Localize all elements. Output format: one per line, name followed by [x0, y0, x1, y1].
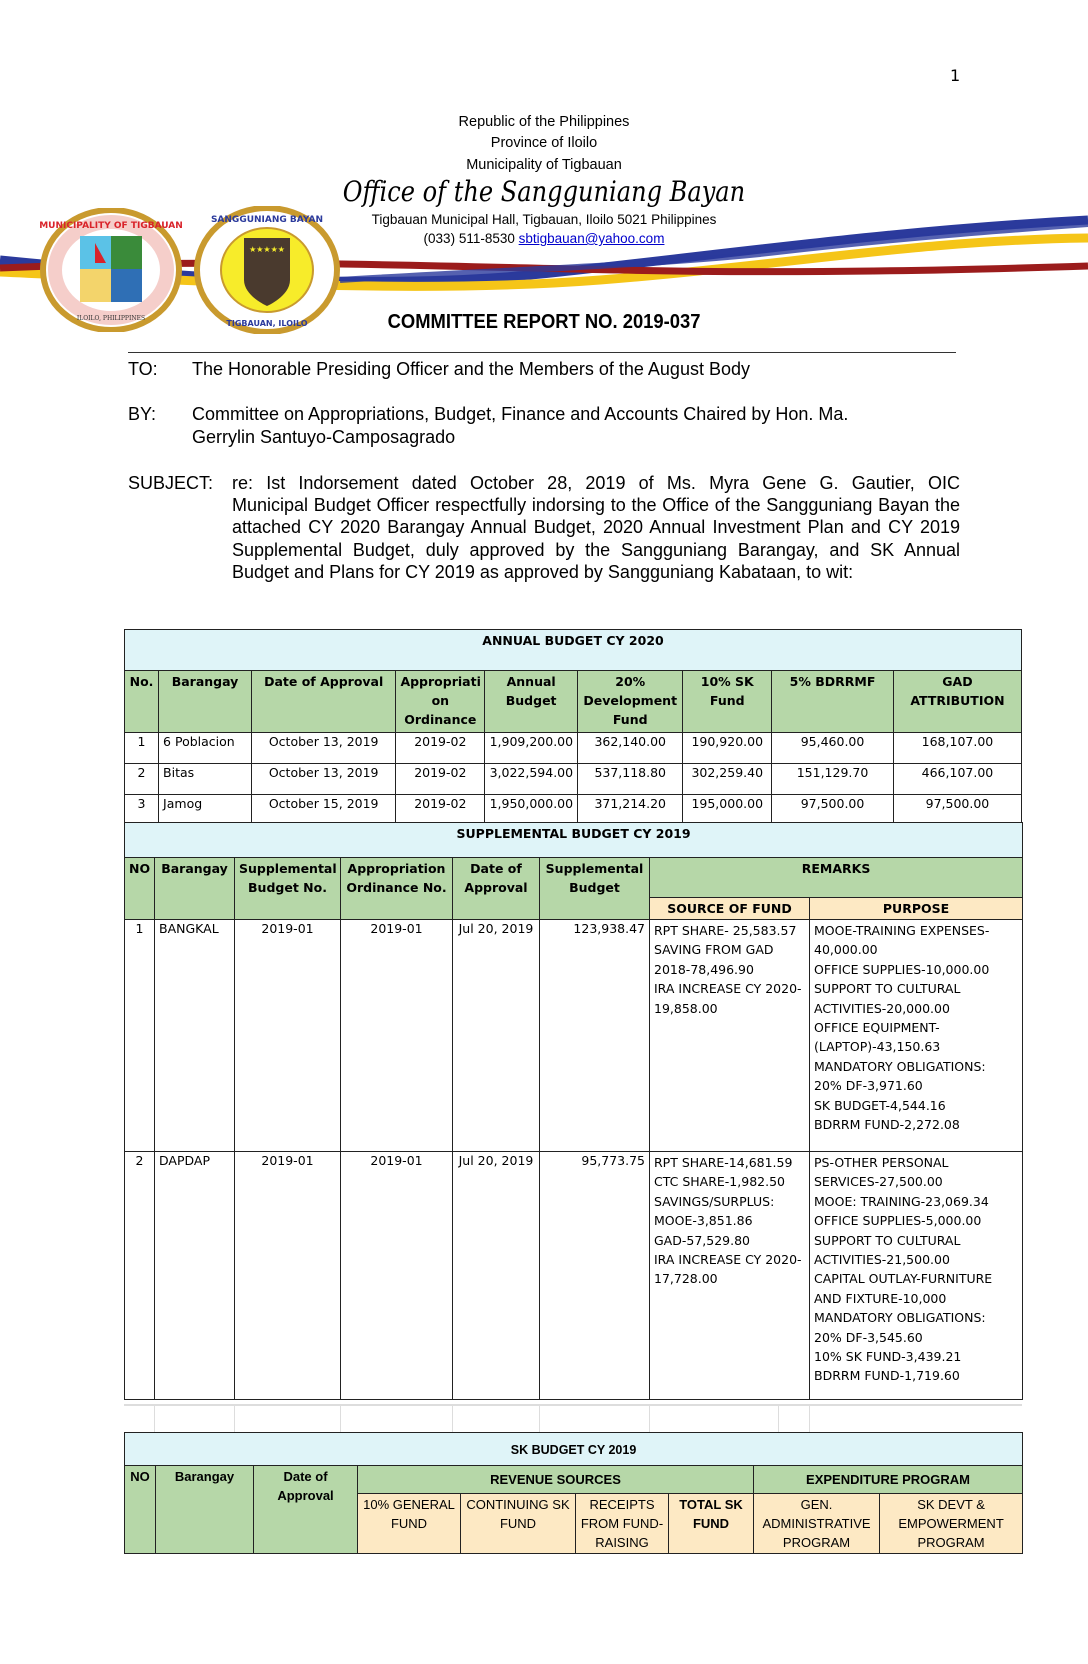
subheader: GEN. ADMINISTRATIVE PROGRAM	[754, 1494, 880, 1554]
cell: 190,920.00	[683, 733, 772, 764]
sk-budget-title: SK BUDGET CY 2019	[125, 1433, 1023, 1466]
line: GAD-57,529.80	[654, 1232, 750, 1248]
col-header-revenue-sources: REVENUE SOURCES	[358, 1466, 754, 1494]
title-divider	[128, 352, 956, 353]
line: 19,858.00	[654, 1000, 718, 1016]
cell: 2	[125, 764, 159, 795]
subheader: SK DEVT & EMPOWERMENT PROGRAM	[880, 1494, 1023, 1554]
cell: 466,107.00	[893, 764, 1021, 795]
by-label: BY:	[128, 404, 157, 424]
line: 40,000.00	[814, 942, 878, 958]
line: 2018-78,496.90	[654, 961, 754, 977]
line: IRA INCREASE CY 2020-	[654, 981, 802, 997]
subject-first-line: re: Ist Indorsement dated October 28, 2019 of Ms. Myra Gene G. Gautier, OIC	[232, 473, 960, 493]
cell: 1,909,200.00	[485, 733, 578, 764]
col-header: Barangay	[156, 1466, 254, 1554]
col-header: Supplemental Budget No.	[235, 858, 341, 920]
cell: 97,500.00	[893, 795, 1021, 826]
cell: 95,773.75	[540, 1152, 650, 1400]
line: SUPPORT TO CULTURAL	[814, 1232, 961, 1248]
annual-budget-table	[124, 629, 1022, 826]
line: MANDATORY OBLIGATIONS:	[814, 1310, 986, 1326]
line: OFFICE SUPPLIES-5,000.00	[814, 1213, 982, 1229]
subheader: 10% GENERAL FUND	[358, 1494, 461, 1554]
cell: 95,460.00	[772, 733, 894, 764]
cell: 1	[125, 733, 159, 764]
letterhead-address: Tigbauan Municipal Hall, Tigbauan, Iloilo 5021 Philippines	[371, 212, 717, 227]
cell: Jul 20, 2019	[453, 920, 540, 1152]
cell: 302,259.40	[683, 764, 772, 795]
cell: 151,129.70	[772, 764, 894, 795]
col-header: Appropriation Ordinance No.	[341, 858, 453, 920]
subheader: RECEIPTS FROM FUND-RAISING	[576, 1494, 669, 1554]
col-header: GAD ATTRIBUTION	[893, 671, 1021, 733]
subheader-source: SOURCE OF FUND	[650, 898, 810, 920]
col-header: No.	[125, 671, 159, 733]
svg-text:★★★★★: ★★★★★	[249, 245, 285, 254]
cell: 2	[125, 1152, 155, 1400]
line: 10% SK FUND-3,439.21	[814, 1349, 962, 1365]
cell: 195,000.00	[683, 795, 772, 826]
line: (LAPTOP)-43,150.63	[814, 1039, 941, 1055]
col-header: Barangay	[155, 858, 235, 920]
by-text-line1: Committee on Appropriations, Budget, Finance and Accounts Chaired by Hon. Ma.	[192, 404, 849, 424]
col-header: Supplemental Budget	[540, 858, 650, 920]
line: IRA INCREASE CY 2020-	[654, 1252, 802, 1268]
cell: 1	[125, 920, 155, 1152]
cell: 371,214.20	[578, 795, 683, 826]
table-row	[125, 795, 1022, 826]
cell: 123,938.47	[540, 920, 650, 1152]
cell: 168,107.00	[893, 733, 1021, 764]
line: CTC SHARE-1,982.50	[654, 1174, 785, 1190]
letterhead-province: Province of Iloilo	[490, 135, 598, 151]
cell: October 13, 2019	[251, 733, 396, 764]
col-header: Date of Approval	[254, 1466, 358, 1554]
svg-text:MUNICIPALITY OF TIGBAUAN: MUNICIPALITY OF TIGBAUAN	[40, 221, 182, 231]
subheader-purpose: PURPOSE	[810, 898, 1023, 920]
to-label: TO:	[128, 359, 158, 379]
page-number: 1	[950, 66, 961, 85]
cell: Jamog	[159, 795, 252, 826]
sk-budget-table	[124, 1432, 1023, 1554]
col-header-remarks: REMARKS	[650, 858, 1023, 898]
cell: Bitas	[159, 764, 252, 795]
table-row	[125, 733, 1022, 764]
col-header: Annual Budget	[485, 671, 578, 733]
line: MOOE: TRAINING-23,069.34	[814, 1193, 989, 1209]
line: OFFICE EQUIPMENT-	[814, 1020, 940, 1036]
cell: 97,500.00	[772, 795, 894, 826]
line: CAPITAL OUTLAY-FURNITURE	[814, 1271, 993, 1287]
line: MOOE-TRAINING EXPENSES-	[814, 923, 990, 938]
col-header: 20% Development Fund	[578, 671, 683, 733]
report-title: COMMITTEE REPORT NO. 2019-037	[387, 311, 701, 333]
line: SAVING FROM GAD	[654, 942, 774, 958]
line: BDRRM FUND-2,272.08	[814, 1117, 960, 1133]
col-header: Date of Approval	[453, 858, 540, 920]
office-title: Office of the Sangguniang Bayan	[342, 175, 746, 208]
purpose-cell	[810, 1152, 1023, 1400]
line: SK BUDGET-4,544.16	[814, 1097, 946, 1113]
line: RPT SHARE- 25,583.57	[654, 923, 797, 938]
col-header: Appropriati on Ordinance	[396, 671, 485, 733]
annual-budget-title: ANNUAL BUDGET CY 2020	[125, 630, 1022, 671]
supplemental-budget-title: SUPPLEMENTAL BUDGET CY 2019	[125, 823, 1023, 858]
line: OFFICE SUPPLIES-10,000.00	[814, 961, 990, 977]
line: MOOE-3,851.86	[654, 1213, 753, 1229]
letterhead-municipality: Municipality of Tigbauan	[466, 157, 622, 173]
cell: BANGKAL	[155, 920, 235, 1152]
col-header: NO	[125, 858, 155, 920]
purpose-cell	[810, 920, 1023, 1152]
line: 17,728.00	[654, 1271, 718, 1287]
source-of-fund-cell	[650, 920, 810, 1152]
subheader-total: TOTAL SK FUND	[669, 1494, 754, 1554]
letterhead-contact	[0, 231, 1088, 246]
line: BDRRM FUND-1,719.60	[814, 1368, 960, 1384]
cell: 537,118.80	[578, 764, 683, 795]
cell: Jul 20, 2019	[453, 1152, 540, 1400]
letterhead-republic: Republic of the Philippines	[458, 114, 630, 130]
line: PS-OTHER PERSONAL	[814, 1155, 949, 1170]
cell: 3,022,594.00	[485, 764, 578, 795]
cell: 3	[125, 795, 159, 826]
line: 20% DF-3,545.60	[814, 1329, 923, 1345]
table-row	[125, 920, 1023, 1152]
cell: DAPDAP	[155, 1152, 235, 1400]
subheader: CONTINUING SK FUND	[461, 1494, 576, 1554]
line: AND FIXTURE-10,000	[814, 1290, 947, 1306]
subject-body: Municipal Budget Officer respectfully indorsing to the Office of the Sangguniang Bayan the attached CY 2020 Barangay Annual Budget, 2020 Annual Investment Plan and CY 2019 Supplemental Budget, duly approved by the Sangguniang Barangay, and SK Annual Budget and Plans for CY 2019 as approved by Sangguniang Kabataan, to wit:	[232, 495, 960, 582]
to-text: The Honorable Presiding Officer and the Members of the August Body	[192, 359, 750, 379]
line: 20% DF-3,971.60	[814, 1078, 923, 1094]
cell: 2019-01	[341, 920, 453, 1152]
svg-text:TIGBAUAN, ILOILO: TIGBAUAN, ILOILO	[226, 319, 308, 328]
supplemental-budget-table	[124, 822, 1023, 1400]
col-header: 5% BDRRMF	[772, 671, 894, 733]
col-header: Date of Approval	[251, 671, 396, 733]
cell: October 15, 2019	[251, 795, 396, 826]
line: SERVICES-27,500.00	[814, 1174, 943, 1190]
col-header: 10% SK Fund	[683, 671, 772, 733]
by-text-line2: Gerrylin Santuyo-Camposagrado	[192, 427, 456, 447]
cell: 2019-01	[235, 1152, 341, 1400]
table-row	[125, 764, 1022, 795]
table-row	[125, 1152, 1023, 1400]
cell: 2019-01	[341, 1152, 453, 1400]
source-of-fund-cell	[650, 1152, 810, 1400]
col-header: NO	[125, 1466, 156, 1554]
phone-number: (033) 511-8530	[423, 231, 515, 246]
cell: 1,950,000.00	[485, 795, 578, 826]
line: SAVINGS/SURPLUS:	[654, 1193, 775, 1209]
email-link[interactable]: sbtigbauan@yahoo.com	[518, 231, 665, 246]
line: ACTIVITIES-20,000.00	[814, 1000, 950, 1016]
cell: 6 Poblacion	[159, 733, 252, 764]
cell: 2019-02	[396, 795, 485, 826]
svg-text:ILOILO, PHILIPPINES: ILOILO, PHILIPPINES	[76, 315, 146, 322]
empty-grid-row	[124, 1404, 1022, 1434]
svg-text:SANGGUNIANG BAYAN: SANGGUNIANG BAYAN	[210, 215, 324, 225]
cell: 2019-01	[235, 920, 341, 1152]
line: RPT SHARE-14,681.59	[654, 1155, 793, 1170]
line: ACTIVITIES-21,500.00	[814, 1252, 950, 1268]
col-header: Barangay	[159, 671, 252, 733]
cell: October 13, 2019	[251, 764, 396, 795]
cell: 2019-02	[396, 764, 485, 795]
cell: 2019-02	[396, 733, 485, 764]
col-header-expenditure-program: EXPENDITURE PROGRAM	[754, 1466, 1023, 1494]
subject-label: SUBJECT:	[128, 473, 214, 493]
cell: 362,140.00	[578, 733, 683, 764]
line: SUPPORT TO CULTURAL	[814, 981, 961, 997]
line: MANDATORY OBLIGATIONS:	[814, 1058, 986, 1074]
